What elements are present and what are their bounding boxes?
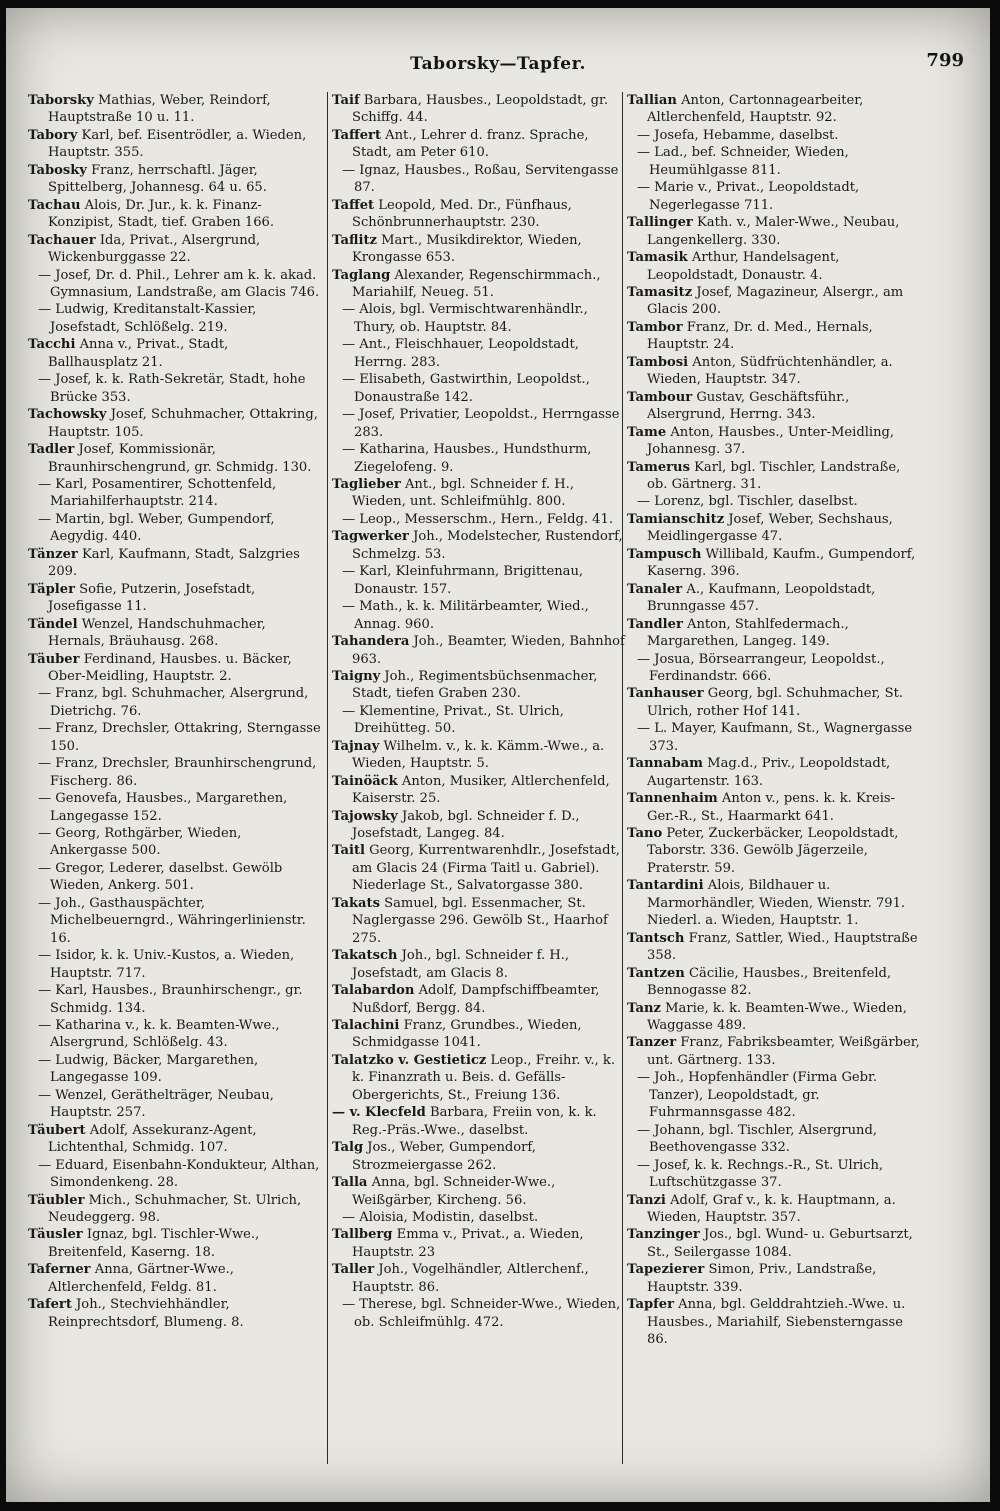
directory-page <box>6 8 990 1502</box>
entry-details: Anton, Musiker, Altlerchenfeld, Kaiserstr. 25. <box>352 773 610 807</box>
directory-entry <box>332 738 625 773</box>
entry-surname: Tallberg <box>332 1227 393 1243</box>
entry-surname: Tano <box>627 826 663 842</box>
directory-entry <box>332 668 625 703</box>
entry-surname: Tamasik <box>627 250 688 266</box>
entry-details: — Johann, bgl. Tischler, Alsergrund, Beethovengasse 332. <box>637 1122 878 1156</box>
directory-entry <box>332 92 625 127</box>
entry-details: Wilhelm. v., k. k. Kämm.-Wwe., a. Wieden, Hauptstr. 5. <box>352 738 605 772</box>
directory-entry <box>28 651 321 686</box>
directory-entry <box>28 406 321 441</box>
entry-surname: Tannenhaim <box>627 791 718 807</box>
entry-surname: Talla <box>332 1175 368 1191</box>
entry-details: Gustav, Geschäftsführ., Alsergrund, Herrng. 343. <box>647 389 850 423</box>
entry-details: Josef, Schuhmacher, Ottakring, Hauptstr. 105. <box>48 407 318 440</box>
directory-entry <box>627 825 920 877</box>
entry-details: — Martin, bgl. Weber, Gumpendorf, Aegydig. 440. <box>38 511 275 545</box>
directory-entry <box>332 301 625 336</box>
directory-entry <box>28 685 321 720</box>
entry-surname: Tachauer <box>28 232 96 248</box>
entry-details: Anton, Cartonnagearbeiter, Altlerchenfeld, Hauptstr. 92. <box>647 93 864 126</box>
directory-entry <box>332 371 625 406</box>
directory-entry <box>28 720 321 755</box>
directory-entry <box>28 1122 321 1157</box>
entry-surname: Tampusch <box>627 546 702 562</box>
entry-details: — Josua, Börsearrangeur, Leopoldst., Ferdinandstr. 666. <box>637 651 885 684</box>
entry-details: Marie, k. k. Beamten-Wwe., Wieden, Waggasse 489. <box>647 1000 907 1034</box>
entry-details: — Karl, Hausbes., Braunhirschengr., gr. Schmidg. 134. <box>38 983 303 1016</box>
entry-details: Josef, Kommissionär, Braunhirschengrund, gr. Schmidg. 130. <box>48 442 312 475</box>
entry-details: — Franz, Drechsler, Braunhirschengrund, Fischerg. 86. <box>38 756 317 789</box>
entry-details: Joh., Beamter, Wieden, Bahnhof 963. <box>352 634 625 667</box>
entry-details: Leopold, Med. Dr., Fünfhaus, Schönbrunnerhauptstr. 230. <box>352 197 572 231</box>
directory-entry <box>332 232 625 267</box>
entry-details: — Marie v., Privat., Leopoldstadt, Negerlegasse 711. <box>637 180 860 213</box>
entry-details: Barbara, Hausbes., Leopoldstadt, gr. Schiffg. 44. <box>352 93 609 126</box>
entry-details: — Karl, Kleinfuhrmann, Brigittenau, Donaustr. 157. <box>342 564 584 597</box>
entry-surname: Tajnay <box>332 738 380 754</box>
directory-entry <box>627 720 920 755</box>
entry-surname: Tamasitz <box>627 284 693 300</box>
entry-details: — Franz, bgl. Schuhmacher, Alsergrund, Dietrichg. 76. <box>38 686 309 719</box>
entry-details: Ferdinand, Hausbes. u. Bäcker, Ober-Meidling, Hauptstr. 2. <box>48 651 292 684</box>
directory-entry <box>332 1174 625 1209</box>
entry-details: Karl, bgl. Tischler, Landstraße, ob. Gärtnerg. 31. <box>647 459 901 492</box>
entry-details: — Josef, k. k. Rechngs.-R., St. Ulrich, Luftschützgasse 37. <box>637 1157 884 1191</box>
entry-surname: Talatzko v. Gestieticz <box>332 1052 487 1068</box>
directory-entry <box>627 459 920 494</box>
entry-surname: Tapezierer <box>627 1262 705 1278</box>
entry-details: Adolf, Dampfschiffbeamter, Nußdorf, Bergg. 84. <box>352 983 600 1016</box>
entry-surname: Tagwerker <box>332 529 409 545</box>
directory-column-1 <box>28 92 321 1331</box>
directory-entry <box>627 965 920 1000</box>
entry-details: — Katharina, Hausbes., Hundsthurm, Ziegelofeng. 9. <box>342 442 592 475</box>
directory-entry <box>332 598 625 633</box>
directory-entry <box>332 336 625 371</box>
entry-details: Anna, bgl. Gelddrahtzieh.-Wwe. u. Hausbes., Mariahilf, Siebensterngasse 86. <box>647 1297 906 1348</box>
directory-entry <box>627 92 920 127</box>
entry-surname: Taif <box>332 93 360 108</box>
directory-entry <box>627 930 920 965</box>
directory-entry <box>28 1192 321 1227</box>
directory-entry <box>28 92 321 127</box>
entry-surname: Takats <box>332 895 380 911</box>
entry-details: Franz, Dr. d. Med., Hernals, Hauptstr. 24. <box>647 319 873 353</box>
entry-details: Ant., bgl. Schneider f. H., Wieden, unt. Schleifmühlg. 800. <box>352 476 574 510</box>
entry-details: Mag.d., Priv., Leopoldstadt, Augartenstr. 163. <box>647 756 891 789</box>
directory-entry <box>332 773 625 808</box>
entry-surname: Taitl <box>332 843 365 859</box>
column-rule <box>327 92 328 1464</box>
directory-entry <box>28 1226 321 1261</box>
entry-details: Anna, bgl. Schneider-Wwe., Weißgärber, Kircheng. 56. <box>352 1175 556 1208</box>
entry-details: Josef, Magazineur, Alsergr., am Glacis 200. <box>647 284 904 318</box>
entry-details: Anton v., pens. k. k. Kreis-Ger.-R., St., Haarmarkt 641. <box>647 791 896 824</box>
entry-details: Joh., bgl. Schneider f. H., Josefstadt, am Glacis 8. <box>352 948 570 981</box>
entry-details: Mart., Musikdirektor, Wieden, Krongasse 653. <box>352 232 582 266</box>
entry-surname: Tantzen <box>627 965 685 981</box>
directory-entry <box>28 511 321 546</box>
directory-column-3 <box>627 92 920 1349</box>
entry-details: — Josef, Privatier, Leopoldst., Herrngasse 283. <box>342 407 620 440</box>
directory-entry <box>627 616 920 651</box>
entry-details: Joh., Modelstecher, Rustendorf, Schmelzg. 53. <box>352 529 623 562</box>
directory-entry <box>627 354 920 389</box>
entry-details: — Ludwig, Kreditanstalt-Kassier, Josefstadt, Schlößelg. 219. <box>38 302 257 335</box>
directory-column-2 <box>332 92 625 1331</box>
entry-surname: Tandler <box>627 616 683 632</box>
directory-entry <box>332 1017 625 1052</box>
entry-details: Barbara, Freiin von, k. k. Reg.-Präs.-Wwe., daselbst. <box>352 1105 597 1138</box>
directory-entry <box>28 825 321 860</box>
directory-entry <box>332 1209 625 1226</box>
entry-details: — Genovefa, Hausbes., Margarethen, Langegasse 152. <box>38 791 288 824</box>
directory-entry <box>627 249 920 284</box>
entry-details: — Ant., Fleischhauer, Leopoldstadt, Herrng. 283. <box>342 337 579 370</box>
directory-entry <box>332 1052 625 1104</box>
entry-details: Georg, bgl. Schuhmacher, St. Ulrich, rother Hof 141. <box>647 686 904 719</box>
entry-details: — Georg, Rothgärber, Wieden, Ankergasse 500. <box>38 826 242 859</box>
entry-surname: Täuber <box>28 651 80 667</box>
entry-details: Franz, Fabriksbeamter, Weißgärber, unt. Gärtnerg. 133. <box>647 1035 920 1068</box>
entry-surname: Tanzer <box>627 1035 677 1051</box>
entry-details: — Eduard, Eisenbahn-Kondukteur, Althan, Simondenkeng. 28. <box>38 1157 320 1191</box>
directory-entry <box>627 127 920 144</box>
directory-entry <box>627 685 920 720</box>
entry-surname: Tacchi <box>28 337 76 353</box>
entry-surname: Tambor <box>627 319 683 335</box>
directory-entry <box>627 1226 920 1261</box>
directory-entry <box>28 301 321 336</box>
entry-details: — Lad., bef. Schneider, Wieden, Heumühlgasse 811. <box>637 145 849 178</box>
entry-surname: Tame <box>627 424 667 440</box>
directory-entry <box>627 319 920 354</box>
entry-surname: Tänzer <box>28 546 78 562</box>
entry-details: — Joh., Gasthauspächter, Michelbeuerngrd., Währingerlinienstr. 16. <box>38 895 306 946</box>
entry-details: — Lorenz, bgl. Tischler, daselbst. <box>637 494 858 510</box>
entry-details: Peter, Zuckerbäcker, Leopoldstadt, Taborstr. 336. Gewölb Jägerzeile, Praterstr. 59. <box>647 826 899 876</box>
directory-entry <box>332 197 625 232</box>
directory-entry <box>28 1017 321 1052</box>
directory-entry <box>28 197 321 232</box>
entry-details: A., Kaufmann, Leopoldstadt, Brunngasse 457. <box>647 581 876 615</box>
entry-surname: Talg <box>332 1140 364 1156</box>
directory-entry <box>332 441 625 476</box>
entry-details: Emma v., Privat., a. Wieden, Hauptstr. 23 <box>352 1227 584 1260</box>
directory-entry <box>28 1157 321 1192</box>
entry-surname: Tambour <box>627 389 693 405</box>
page-number: 799 <box>926 50 964 71</box>
entry-details: — Math., k. k. Militärbeamter, Wied., Annag. 960. <box>342 599 589 632</box>
directory-entry <box>627 144 920 179</box>
directory-entry <box>28 616 321 651</box>
directory-entry <box>332 406 625 441</box>
directory-entry <box>28 755 321 790</box>
entry-surname: Tadler <box>28 442 75 458</box>
directory-entry <box>627 1069 920 1121</box>
directory-entry <box>332 563 625 598</box>
directory-entry <box>332 1296 625 1331</box>
directory-entry <box>28 895 321 947</box>
directory-entry <box>627 179 920 214</box>
entry-surname: Tabory <box>28 127 78 143</box>
directory-entry <box>332 127 625 162</box>
entry-details: Alexander, Regenschirmmach., Mariahilf, Neueg. 51. <box>352 267 601 300</box>
entry-details: Joh., Regimentsbüchsenmacher, Stadt, tiefen Graben 230. <box>352 668 598 702</box>
directory-entry <box>627 1261 920 1296</box>
entry-details: Ignaz, bgl. Tischler-Wwe., Breitenfeld, Kaserng. 18. <box>48 1227 260 1260</box>
entry-details: Anton, Stahlfedermach., Margarethen, Langeg. 149. <box>647 616 849 650</box>
directory-entry <box>28 947 321 982</box>
directory-entry <box>28 1052 321 1087</box>
entry-details: — Elisabeth, Gastwirthin, Leopoldst., Donaustraße 142. <box>342 372 590 405</box>
entry-details: Willibald, Kaufm., Gumpendorf, Kaserng. 396. <box>647 546 916 580</box>
entry-surname: Talachini <box>332 1018 400 1034</box>
entry-details: Ida, Privat., Alsergrund, Wickenburggasse 22. <box>48 232 261 266</box>
directory-entry <box>332 703 625 738</box>
entry-surname: Täubert <box>28 1122 86 1138</box>
entry-surname: Tajowsky <box>332 808 398 824</box>
entry-details: — Isidor, k. k. Univ.-Kustos, a. Wieden, Hauptstr. 717. <box>38 948 295 981</box>
directory-entry <box>332 982 625 1017</box>
directory-entry <box>332 895 625 947</box>
directory-entry <box>627 1122 920 1157</box>
directory-entry <box>627 755 920 790</box>
directory-entry <box>627 389 920 424</box>
directory-entry <box>332 476 625 511</box>
directory-entry <box>627 511 920 546</box>
entry-details: — L. Mayer, Kaufmann, St., Wagnergasse 373. <box>637 721 913 754</box>
directory-entry <box>28 441 321 476</box>
entry-details: — Ignaz, Hausbes., Roßau, Servitengasse 87. <box>342 162 619 196</box>
entry-surname: Täubler <box>28 1192 85 1208</box>
directory-entry <box>28 267 321 302</box>
entry-surname: Taller <box>332 1262 375 1278</box>
entry-details: Adolf, Graf v., k. k. Hauptmann, a. Wieden, Hauptstr. 357. <box>647 1192 896 1225</box>
entry-details: Adolf, Assekuranz-Agent, Lichtenthal, Schmidg. 107. <box>48 1122 257 1156</box>
directory-entry <box>627 651 920 686</box>
entry-details: Franz, Grundbes., Wieden, Schmidgasse 1041. <box>352 1018 582 1051</box>
entry-surname: Tahandera <box>332 634 410 650</box>
entry-details: Alois, Dr. Jur., k. k. Finanz-Konzipist, Stadt, tief. Graben 166. <box>48 197 275 231</box>
directory-entry <box>332 528 625 563</box>
entry-surname: Taigny <box>332 668 381 684</box>
entry-details: Simon, Priv., Landstraße, Hauptstr. 339. <box>647 1262 877 1295</box>
entry-details: Mich., Schuhmacher, St. Ulrich, Neudeggerg. 98. <box>48 1192 302 1225</box>
directory-entry <box>332 808 625 843</box>
directory-entry <box>332 267 625 302</box>
entry-surname: Talabardon <box>332 983 415 999</box>
entry-surname: Tanzinger <box>627 1227 700 1243</box>
entry-surname: Taffet <box>332 197 375 213</box>
entry-details: — Josef, k. k. Rath-Sekretär, Stadt, hohe Brücke 353. <box>38 372 306 405</box>
directory-entry <box>28 546 321 581</box>
entry-details: Anna, Gärtner-Wwe., Altlerchenfeld, Feldg. 81. <box>48 1262 234 1295</box>
entry-details: Franz, Sattler, Wied., Hauptstraße 358. <box>647 930 918 964</box>
directory-entry <box>627 1034 920 1069</box>
entry-details: Samuel, bgl. Essenmacher, St. Naglergasse 296. Gewölb St., Haarhof 275. <box>352 895 608 946</box>
entry-details: — Therese, bgl. Schneider-Wwe., Wieden, ob. Schleifmühlg. 472. <box>342 1297 621 1330</box>
entry-details: — Alois, bgl. Vermischtwarenhändlr., Thury, ob. Hauptstr. 84. <box>342 302 588 335</box>
directory-entry <box>627 1000 920 1035</box>
entry-details: Leop., Freihr. v., k. k. Finanzrath u. Beis. d. Gefälls-Obergerichts, St., Freiung 136. <box>352 1052 616 1103</box>
entry-details: Georg, Kurrentwarenhdlr., Josefstadt, am Glacis 24 (Firma Taitl u. Gabriel). Niederlage St., Salvatorgasse 380. <box>352 843 620 894</box>
entry-details: — Josef, Dr. d. Phil., Lehrer am k. k. akad. Gymnasium, Landstraße, am Glacis 746. <box>38 267 320 300</box>
entry-surname: Taglang <box>332 267 391 283</box>
entry-surname: Tamianschitz <box>627 511 725 527</box>
entry-details: Jakob, bgl. Schneider f. D., Josefstadt, Langeg. 84. <box>352 808 580 842</box>
directory-entry <box>627 214 920 249</box>
directory-entry <box>28 982 321 1017</box>
entry-surname: Tantardini <box>627 878 704 894</box>
entry-surname: Tantsch <box>627 930 685 946</box>
entry-surname: Täpler <box>28 581 75 597</box>
entry-details: Karl, Kaufmann, Stadt, Salzgries 209. <box>48 546 300 580</box>
entry-details: — Ludwig, Bäcker, Margarethen, Langegasse 109. <box>38 1052 259 1086</box>
entry-details: Anton, Hausbes., Unter-Meidling, Johannesg. 37. <box>647 424 895 458</box>
directory-entry <box>332 1226 625 1261</box>
entry-surname: Tallian <box>627 93 677 108</box>
directory-entry <box>332 842 625 894</box>
entry-surname: Tanhauser <box>627 686 704 702</box>
entry-surname: Tanaler <box>627 581 683 597</box>
entry-details: Ant., Lehrer d. franz. Sprache, Stadt, am Peter 610. <box>352 127 589 161</box>
directory-entry <box>627 1296 920 1348</box>
directory-entry <box>332 947 625 982</box>
entry-surname: Tanz <box>627 1000 661 1016</box>
running-head: Taborsky—Tapfer. <box>410 54 586 74</box>
entry-surname: Tachau <box>28 197 81 213</box>
entry-details: Karl, bef. Eisentrödler, a. Wieden, Hauptstr. 355. <box>48 127 307 161</box>
directory-entry <box>28 336 321 371</box>
directory-entry <box>332 162 625 197</box>
entry-surname: Tainöäck <box>332 773 398 789</box>
directory-entry <box>627 877 920 929</box>
entry-details: — Wenzel, Geräthelträger, Neubau, Hauptstr. 257. <box>38 1087 274 1121</box>
entry-details: Arthur, Handelsagent, Leopoldstadt, Donaustr. 4. <box>647 250 840 283</box>
entry-details: Anna v., Privat., Stadt, Ballhausplatz 21. <box>48 337 229 370</box>
entry-surname: Tafert <box>28 1297 72 1313</box>
entry-details: Sofie, Putzerin, Josefstadt, Josefigasse 11. <box>48 581 256 615</box>
directory-entry <box>332 633 625 668</box>
entry-details: Josef, Weber, Sechshaus, Meidlingergasse 47. <box>647 511 893 545</box>
directory-entry <box>627 581 920 616</box>
entry-surname: Tambosi <box>627 354 689 370</box>
entry-details: Mathias, Weber, Reindorf, Hauptstraße 10 u. 11. <box>48 93 271 126</box>
entry-details: — Aloisia, Modistin, daselbst. <box>342 1210 539 1225</box>
directory-entry <box>627 424 920 459</box>
directory-entry <box>28 127 321 162</box>
entry-surname: Tannabam <box>627 756 703 772</box>
entry-surname: Tabosky <box>28 162 87 178</box>
entry-surname: Taglieber <box>332 476 401 492</box>
entry-details: Joh., Stechviehhändler, Reinprechtsdorf, Blumeng. 8. <box>48 1297 244 1330</box>
entry-surname: Tändel <box>28 616 78 632</box>
directory-entry <box>332 1261 625 1296</box>
entry-surname: Tanzi <box>627 1192 666 1208</box>
entry-details: — Leop., Messerschm., Hern., Feldg. 41. <box>342 511 614 527</box>
directory-entry <box>28 1261 321 1296</box>
directory-entry <box>627 790 920 825</box>
directory-entry <box>28 1087 321 1122</box>
entry-surname: Tallinger <box>627 215 693 231</box>
directory-entry <box>627 546 920 581</box>
directory-entry <box>28 581 321 616</box>
entry-details: — Karl, Posamentirer, Schottenfeld, Mariahilferhauptstr. 214. <box>38 476 277 510</box>
entry-details: — Josefa, Hebamme, daselbst. <box>637 127 839 143</box>
directory-entry <box>627 1157 920 1192</box>
entry-details: Jos., Weber, Gumpendorf, Strozmeiergasse 262. <box>352 1140 536 1173</box>
directory-entry <box>627 284 920 319</box>
entry-surname: Taborsky <box>28 93 94 108</box>
directory-entry <box>627 493 920 510</box>
directory-entry <box>28 1296 321 1331</box>
entry-surname: Tapfer <box>627 1297 674 1313</box>
entry-details: Wenzel, Handschuhmacher, Hernals, Bräuhausg. 268. <box>48 616 266 650</box>
entry-details: — Klementine, Privat., St. Ulrich, Dreihütteg. 50. <box>342 703 564 737</box>
entry-details: Anton, Südfrüchtenhändler, a. Wieden, Hauptstr. 347. <box>647 354 893 388</box>
entry-details: Jos., bgl. Wund- u. Geburtsarzt, St., Seilergasse 1084. <box>647 1227 913 1260</box>
entry-surname: Taferner <box>28 1262 91 1278</box>
directory-entry <box>332 511 625 528</box>
directory-entry <box>332 1139 625 1174</box>
directory-entry <box>28 232 321 267</box>
directory-entry <box>28 476 321 511</box>
entry-surname: Tamerus <box>627 459 690 475</box>
entry-details: Cäcilie, Hausbes., Breitenfeld, Bennogasse 82. <box>647 965 892 999</box>
directory-entry <box>627 1192 920 1227</box>
entry-details: — Katharina v., k. k. Beamten-Wwe., Alsergrund, Schlößelg. 43. <box>38 1018 280 1051</box>
entry-surname: Täusler <box>28 1227 83 1243</box>
directory-entry <box>28 162 321 197</box>
entry-details: Kath. v., Maler-Wwe., Neubau, Langenkellerg. 330. <box>647 215 900 248</box>
entry-details: Joh., Vogelhändler, Altlerchenf., Hauptstr. 86. <box>352 1262 589 1295</box>
entry-details: — Gregor, Lederer, daselbst. Gewölb Wieden, Ankerg. 501. <box>38 860 283 894</box>
entry-details: — Joh., Hopfenhändler (Firma Gebr. Tanzer), Leopoldstadt, gr. Fuhrmannsgasse 482. <box>637 1070 878 1121</box>
entry-surname: Taflitz <box>332 232 377 248</box>
directory-entry <box>28 371 321 406</box>
entry-surname: Takatsch <box>332 948 398 964</box>
entry-details: — Franz, Drechsler, Ottakring, Sterngasse 150. <box>38 721 321 754</box>
entry-surname: — v. Klecfeld <box>332 1105 426 1121</box>
directory-entry <box>332 1104 625 1139</box>
entry-surname: Tachowsky <box>28 407 107 423</box>
entry-details: Alois, Bildhauer u. Marmorhändler, Wieden, Wienstr. 791. Niederl. a. Wieden, Hauptstr. 1. <box>647 878 906 929</box>
entry-surname: Taffert <box>332 127 381 143</box>
directory-entry <box>28 790 321 825</box>
directory-entry <box>28 860 321 895</box>
entry-details: Franz, herrschaftl. Jäger, Spittelberg, Johannesg. 64 u. 65. <box>48 162 267 196</box>
